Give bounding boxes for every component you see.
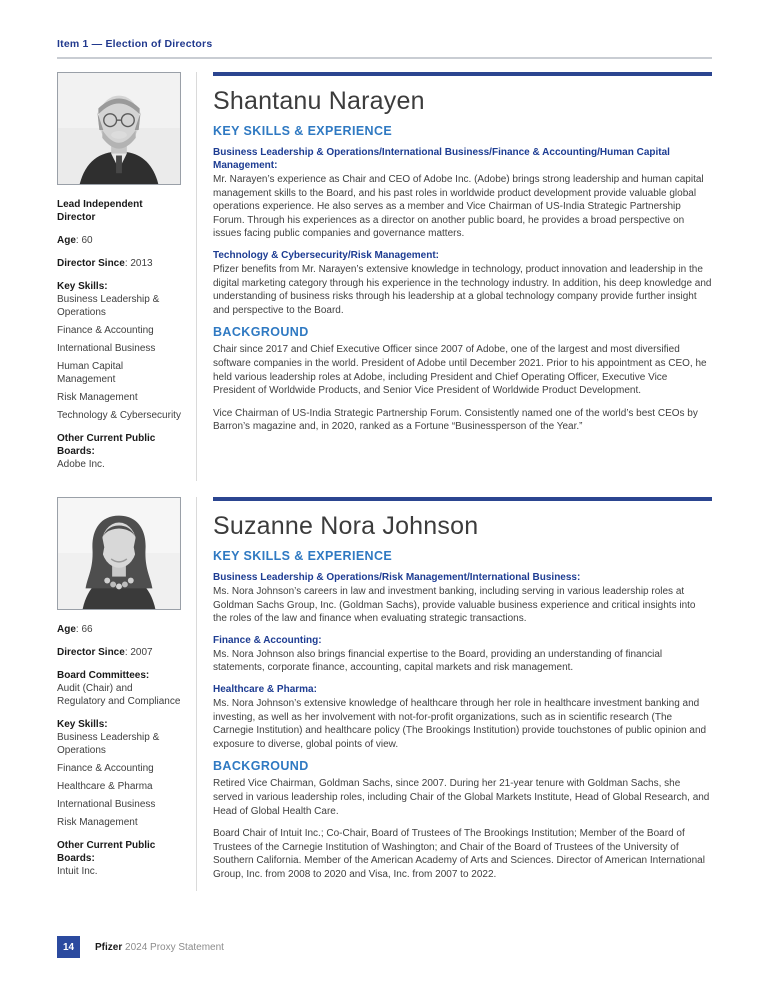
page-footer <box>57 936 224 958</box>
director-sidebar <box>57 497 197 891</box>
background-paragraph: Chair since 2017 and Chief Executive Officer since 2007 of Adobe, one of the largest and most diversified software companies in the world. President of Adobe until December 2021. Prior to his appointment as CEO, he held various leadership roles at Adobe, including President and Chief Operating Officer, Executive Vice President of Worldwide Products, and Senior Vice President of Worldwide Product Development. <box>213 344 707 397</box>
director-detail <box>197 72 712 481</box>
key-skill-item: Finance & Accounting <box>57 763 154 774</box>
board-committees-value: Audit (Chair) and Regulatory and Compliance <box>57 683 181 707</box>
age-label: Age <box>57 624 76 635</box>
skill-section-body: Ms. Nora Johnson also brings financial expertise to the Board, providing an understanding of financial statements, corporate finance, accounting, capital markets and risk management. <box>213 648 663 674</box>
background-paragraph: Retired Vice Chairman, Goldman Sachs, since 2007. During her 21-year tenure with Goldman Sachs, she served in various leadership roles, including Chair of the Global Markets Institute, Head of Global Research, and Head of Global Health Care. <box>213 778 710 817</box>
skill-section-heading: Healthcare & Pharma: <box>213 683 317 695</box>
skill-section-heading: Business Leadership & Operations/Risk Management/International Business: <box>213 572 581 583</box>
female-portrait-illustration <box>58 498 180 609</box>
age-label: Age <box>57 235 76 246</box>
key-skill-item: Risk Management <box>57 817 138 828</box>
director-detail <box>197 497 712 891</box>
section-accent-bar <box>213 497 712 501</box>
director-age <box>57 623 181 636</box>
key-skill-item: Technology & Cybersecurity <box>57 410 181 421</box>
director-since-value: : 2007 <box>124 647 153 658</box>
other-boards-group <box>57 839 181 878</box>
background-paragraphs <box>213 777 712 881</box>
key-skills-label: Key Skills: <box>57 281 108 292</box>
key-skill-item: Business Leadership & Operations <box>57 294 160 318</box>
skill-section-heading: Technology & Cybersecurity/Risk Management: <box>213 249 439 261</box>
director-since <box>57 646 181 659</box>
skill-section <box>213 571 712 626</box>
director-name: Shantanu Narayen <box>213 87 425 115</box>
director-since-label: Director Since <box>57 258 125 269</box>
key-skill-item: Risk Management <box>57 392 138 403</box>
skill-section-body: Ms. Nora Johnson’s careers in law and investment banking, including serving in various leadership roles at Goldman Sachs Group, Inc. (Goldman Sachs), provide valuable business experience and critical insights into the roles of the law and finance when evaluating strategic transactions. <box>213 586 696 625</box>
age-value: : 66 <box>75 624 93 635</box>
director-name: Suzanne Nora Johnson <box>213 512 479 540</box>
age-value: : 60 <box>75 235 93 246</box>
background-title: BACKGROUND <box>213 759 309 774</box>
skill-section-body: Pfizer benefits from Mr. Narayen’s extensive knowledge in technology, product innovation and leadership in the digital marketing category through his experience in the technology industry. In addition, his deep knowledge and understanding of business risks through his leadership at a global technology company provide further insight and perspective to the Board. <box>213 263 712 316</box>
other-boards-label: Other Current Public Boards: <box>57 840 156 864</box>
male-portrait-illustration <box>58 73 180 184</box>
director-role: Lead Independent Director <box>57 199 143 223</box>
page-header <box>57 38 712 59</box>
board-committees-group <box>57 669 181 708</box>
page-number-badge: 14 <box>57 936 80 958</box>
key-skill-item: Healthcare & Pharma <box>57 781 153 792</box>
skill-section <box>213 249 712 317</box>
header-divider <box>57 57 712 59</box>
footer-text <box>95 942 224 953</box>
key-skill-item: International Business <box>57 343 156 354</box>
director-sidebar <box>57 72 197 481</box>
key-skills-label: Key Skills: <box>57 719 108 730</box>
key-skill-item: International Business <box>57 799 156 810</box>
key-skills-group <box>57 280 181 422</box>
other-boards-value: Adobe Inc. <box>57 459 105 470</box>
other-boards-label: Other Current Public Boards: <box>57 433 156 457</box>
footer-brand: Pfizer <box>95 941 123 953</box>
skill-section-heading: Finance & Accounting: <box>213 634 322 646</box>
background-paragraphs <box>213 343 712 434</box>
director-profile-shantanu-narayen <box>57 72 712 481</box>
director-photo <box>57 497 181 610</box>
director-photo <box>57 72 181 185</box>
key-skills-list <box>57 731 181 829</box>
background-paragraph: Board Chair of Intuit Inc.; Co-Chair, Board of Trustees of The Brookings Institution; Member of the Board of Trustees of the Carnegie Institution of Washington; and Chair of the Board of Trustees of the University of Southern California. Member of the American Academy of Arts and Sciences. Director of American International Group, Inc. from 2008 to 2020 and Visa, Inc. from 2007 to 2022. <box>213 828 705 880</box>
other-boards-value: Intuit Inc. <box>57 866 98 877</box>
board-committees-label: Board Committees: <box>57 670 150 681</box>
skill-section-body: Ms. Nora Johnson’s extensive knowledge of healthcare through her role in healthcare investment banking and investing, as well as her involvement with not-for-profit organizations, such as in scientific research (The Carnegie Institution) and healthcare policy (The Brookings Institution) provide touchstones of public opinion and exposure to diverse, global points of view. <box>213 697 707 750</box>
director-since-label: Director Since <box>57 647 125 658</box>
skill-section <box>213 683 712 751</box>
director-since <box>57 257 181 270</box>
key-skill-item: Business Leadership & Operations <box>57 732 160 756</box>
background-title: BACKGROUND <box>213 325 309 340</box>
skill-section-body: Mr. Narayen’s experience as Chair and CEO of Adobe Inc. (Adobe) brings strong leadership and human capital management skills to the Board, and his past roles in worldwide product development provide valuable global operations experience. He also serves as a member and Vice Chairman of US-India Strategic Partnership Forum. Through his experiences as a director on another public board, he provides a broad perspective on issues facing public companies and governance matters. <box>213 174 704 240</box>
director-since-value: : 2013 <box>124 258 153 269</box>
footer-suffix: 2024 Proxy Statement <box>122 941 224 953</box>
skill-section <box>213 146 712 241</box>
director-age <box>57 234 181 247</box>
key-skills-experience-title: KEY SKILLS & EXPERIENCE <box>213 549 393 563</box>
key-skill-item: Human Capital Management <box>57 361 124 385</box>
section-title: Item 1 — Election of Directors <box>57 38 213 50</box>
director-profile-suzanne-nora-johnson <box>57 497 712 891</box>
skill-section-heading: Business Leadership & Operations/International Business/Finance & Accounting/Human Capital Management: <box>213 147 670 171</box>
key-skills-list <box>57 293 181 422</box>
section-accent-bar <box>213 72 712 76</box>
background-paragraph: Vice Chairman of US-India Strategic Partnership Forum. Consistently named one of the world’s best CEOs by Barron’s magazine and, in 2020, ranked as a Fortune “Businessperson of the Year.” <box>213 407 698 433</box>
key-skills-experience-title: KEY SKILLS & EXPERIENCE <box>213 124 393 138</box>
key-skills-group <box>57 718 181 829</box>
other-boards-group <box>57 432 181 471</box>
directors-list <box>57 72 712 907</box>
key-skill-item: Finance & Accounting <box>57 325 154 336</box>
skill-section <box>213 634 712 675</box>
